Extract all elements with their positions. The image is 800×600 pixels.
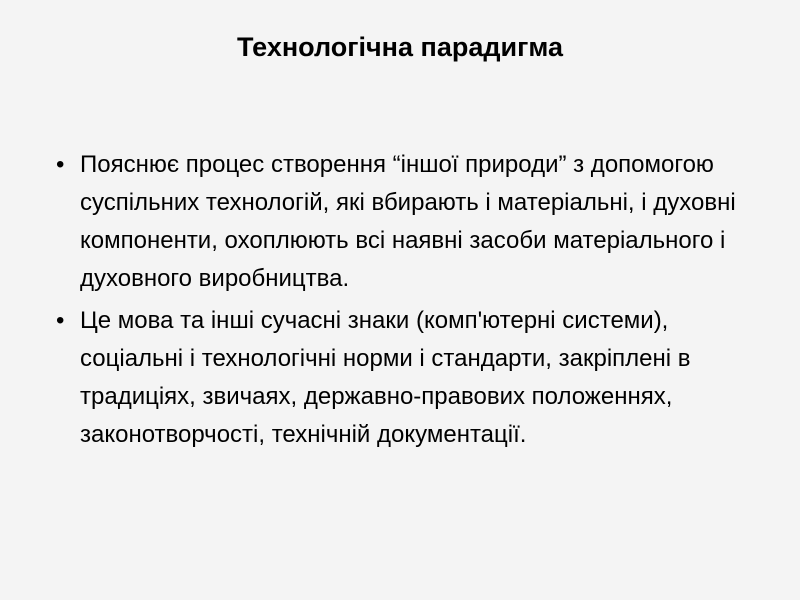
bullet-item	[52, 302, 752, 454]
bullet-text: Це мова та інші сучасні знаки (комп'ютерні системи), соціальні і технологічні норми і стандарти, закріплені в традиціях, звичаях, державно-правових положеннях, законотворчості, технічній документації.	[80, 307, 691, 448]
bullet-item	[52, 146, 752, 298]
bullet-marker: •	[56, 151, 65, 178]
bullet-text: Пояснює процес створення “іншої природи” з допомогою суспільних технологій, які вбирають і матеріальні, і духовні компоненти, охоплюють всі наявні засоби матеріального і духовного виробництва.	[80, 151, 736, 292]
bullet-marker: •	[56, 307, 65, 334]
slide-title: Технологічна парадигма	[237, 32, 563, 62]
bullet-list	[52, 146, 752, 458]
